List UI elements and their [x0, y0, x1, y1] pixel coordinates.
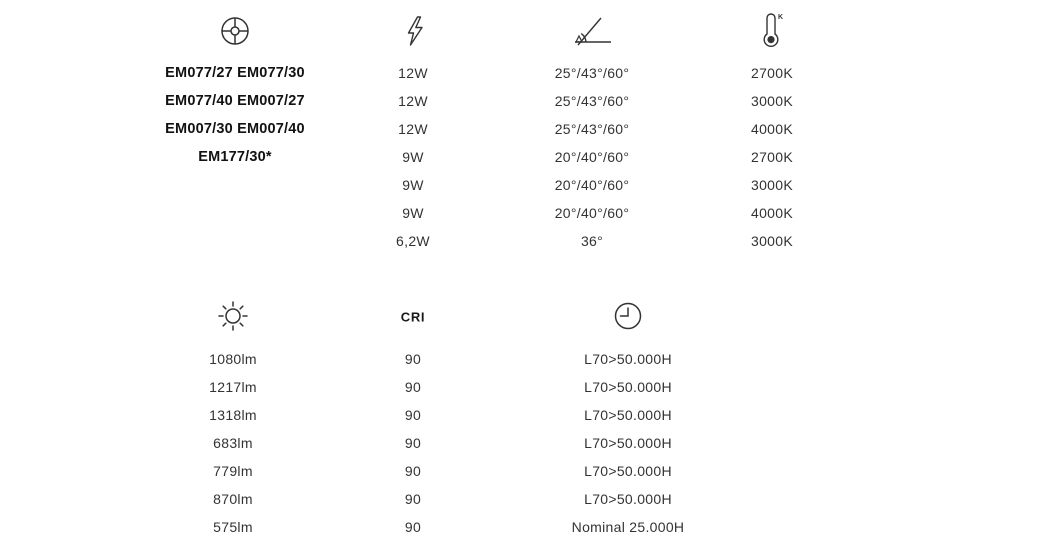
cri-column — [405, 345, 421, 541]
lifetime-value: L70>50.000H — [584, 379, 672, 395]
cri-header: CRI — [400, 309, 426, 325]
color-temperature-value: 4000K — [751, 205, 793, 221]
lumens-value: 779lm — [213, 463, 253, 479]
lumens-column — [209, 345, 257, 541]
model-value: EM077/40 EM007/27 — [165, 93, 305, 109]
power-value: 12W — [398, 65, 428, 81]
beam-angle-value: 20°/40°/60° — [554, 177, 630, 193]
power-value: 9W — [402, 149, 424, 165]
thermometer-kelvin-label: K — [778, 14, 784, 21]
lumens-value: 1318lm — [209, 407, 257, 423]
cri-value: 90 — [404, 379, 422, 395]
color-temperature-value: 3000K — [751, 233, 793, 249]
model-value: EM077/27 EM077/30 — [165, 65, 305, 81]
lumens-value: 1217lm — [209, 379, 257, 395]
lumens-value: 870lm — [213, 491, 253, 507]
model-value: EM177/30* — [198, 149, 272, 165]
beam-angle-column — [555, 59, 630, 255]
power-value: 9W — [402, 205, 424, 221]
thermometer-icon — [759, 11, 785, 49]
color-temperature-value: 4000K — [751, 121, 793, 137]
model-column — [165, 59, 305, 171]
lumens-value: 1080lm — [209, 351, 257, 367]
color-temperature-value: 3000K — [751, 93, 793, 109]
color-temperature-value: 2700K — [751, 149, 793, 165]
cri-value: 90 — [404, 491, 422, 507]
cri-value: 90 — [404, 351, 422, 367]
beam-angle-value: 25°/43°/60° — [554, 121, 630, 137]
lumens-value: 575lm — [213, 519, 253, 535]
target-icon — [218, 14, 252, 48]
power-column — [396, 59, 430, 255]
beam-angle-value: 25°/43°/60° — [554, 65, 630, 81]
cri-value: 90 — [404, 435, 422, 451]
beam-angle-value: 20°/40°/60° — [554, 149, 630, 165]
beam-angle-value: 20°/40°/60° — [554, 205, 630, 221]
lifetime-value: L70>50.000H — [584, 407, 672, 423]
lumens-value: 683lm — [213, 435, 253, 451]
color-temperature-value: 3000K — [751, 177, 793, 193]
power-value: 6,2W — [396, 233, 430, 249]
model-value: EM007/30 EM007/40 — [165, 121, 305, 137]
lifetime-value: Nominal 25.000H — [571, 519, 685, 535]
cri-value: 90 — [404, 407, 422, 423]
lightning-icon — [401, 14, 427, 48]
beam-angle-value: 36° — [580, 233, 604, 249]
cri-value: 90 — [404, 463, 422, 479]
lifetime-value: L70>50.000H — [584, 435, 672, 451]
clock-icon — [612, 300, 644, 332]
beam-angle-value: 25°/43°/60° — [554, 93, 630, 109]
lifetime-value: L70>50.000H — [584, 463, 672, 479]
lifetime-column — [572, 345, 685, 541]
color-temperature-column — [751, 59, 793, 255]
sun-icon — [214, 297, 252, 335]
cri-value: 90 — [404, 519, 422, 535]
color-temperature-value: 2700K — [751, 65, 793, 81]
beam-angle-icon — [568, 15, 616, 49]
power-value: 12W — [398, 121, 428, 137]
power-value: 9W — [402, 177, 424, 193]
lifetime-value: L70>50.000H — [584, 491, 672, 507]
lifetime-value: L70>50.000H — [584, 351, 672, 367]
power-value: 12W — [398, 93, 428, 109]
